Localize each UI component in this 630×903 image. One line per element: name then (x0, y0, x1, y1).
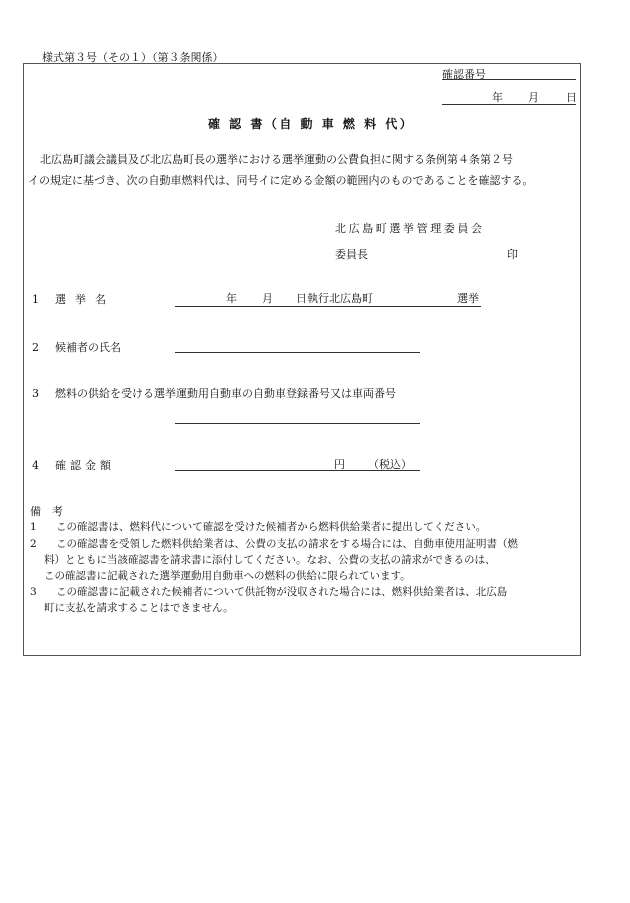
confirmation-number-field[interactable] (442, 79, 576, 80)
note-number: 1 (30, 521, 37, 533)
body-text-line: イの規定に基づき、次の自動車燃料代は、同号イに定める金額の範囲内のものであることを確認する。 (28, 174, 534, 187)
vehicle-number-field[interactable] (175, 423, 420, 424)
note-text: この確認書を受領した燃料供給業者は、公費の支払の請求をする場合には、自動車使用証明書（燃 (56, 538, 518, 550)
election-day-label: 日執行北広島町 (296, 292, 373, 305)
candidate-name-field[interactable] (175, 352, 420, 353)
election-year-label: 年 (226, 292, 237, 305)
item-number: 1 (32, 293, 39, 306)
note-text: この確認書は、燃料代について確認を受けた候補者から燃料供給業者に提出してください。 (56, 521, 487, 533)
note-number: 3 (30, 586, 37, 598)
election-name-field[interactable] (175, 306, 481, 307)
document-title: 確 認 書（自 動 車 燃 料 代） (208, 117, 415, 131)
form-number: 様式第３号（その１）（第３条関係） (42, 51, 224, 64)
election-name-label: 選挙名 (55, 293, 115, 306)
item-number: 3 (32, 387, 39, 400)
date-day-label: 日 (566, 91, 577, 104)
committee-name: 北広島町選挙管理委員会 (335, 222, 485, 235)
seal-label: 印 (507, 248, 518, 261)
note-text: 町に支払を請求することはできません。 (44, 602, 234, 614)
confirmed-amount-label: 確認金額 (55, 459, 115, 472)
confirmed-amount-field[interactable] (175, 470, 420, 471)
election-month-label: 月 (262, 292, 273, 305)
item-number: 2 (32, 341, 39, 354)
note-text: この確認書に記載された候補者について供託物が没収された場合には、燃料供給業者は、北広島 (56, 586, 508, 598)
date-month-label: 月 (528, 91, 539, 104)
notes-heading: 備 考 (30, 505, 63, 518)
chair-label: 委員長 (335, 248, 368, 261)
item-number: 4 (32, 459, 39, 472)
date-field[interactable] (442, 104, 576, 105)
date-year-label: 年 (492, 91, 503, 104)
amount-unit-label: 円 (334, 458, 345, 471)
tax-included-label: （税込） (368, 458, 412, 471)
confirmation-number-label: 確認番号 (442, 68, 486, 81)
note-number: 2 (30, 538, 37, 550)
note-text: この確認書に記載された選挙運動用自動車への燃料の供給に限られています。 (44, 570, 411, 582)
candidate-name-label: 候補者の氏名 (55, 341, 121, 354)
note-text: 料）とともに当該確認書を請求書に添付してください。なお、公費の支払の請求ができるのは、 (44, 554, 496, 566)
body-text-line: 北広島町議会議員及び北広島町長の選挙における選挙運動の公費負担に関する条例第４条第２号 (40, 153, 513, 166)
election-suffix-label: 選挙 (457, 292, 479, 305)
vehicle-number-label: 燃料の供給を受ける選挙運動用自動車の自動車登録番号又は車両番号 (55, 387, 396, 400)
